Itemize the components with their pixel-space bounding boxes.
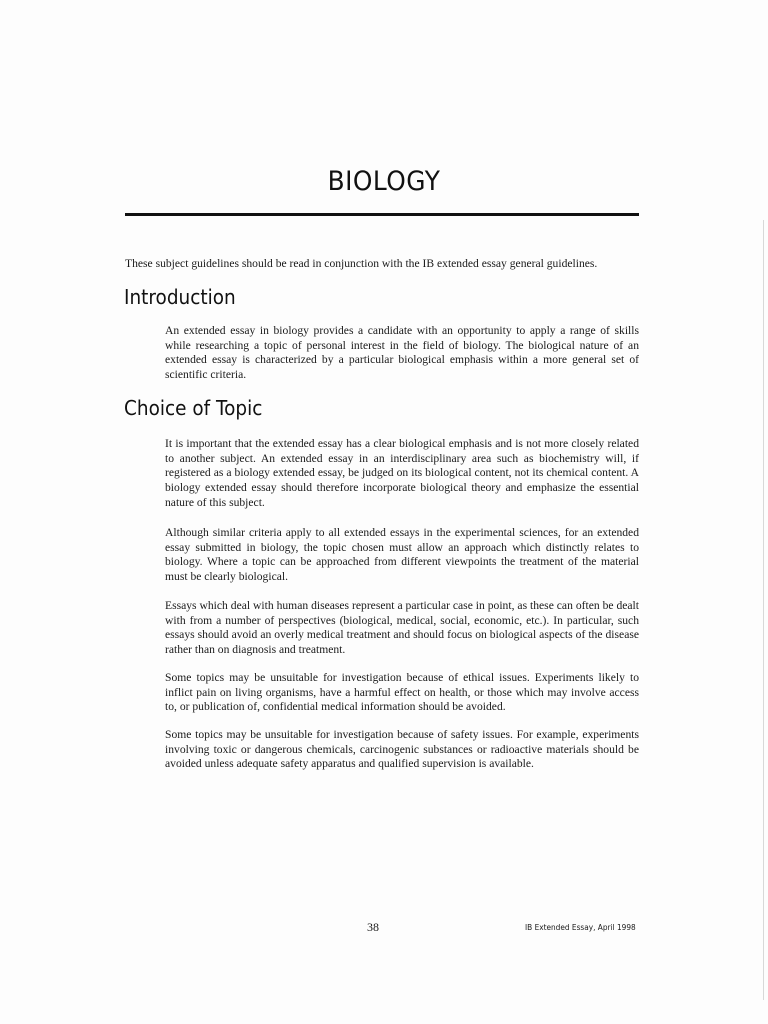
section-heading-introduction: Introduction xyxy=(124,285,236,309)
lead-paragraph: These subject guidelines should be read in conjunction with the IB extended essay general guidelines. xyxy=(125,257,598,270)
page-title: BIOLOGY xyxy=(327,166,441,197)
introduction-paragraph: An extended essay in biology provides a candidate with an opportunity to apply a range of skills while researching a topic of personal interest in the field of biology. The biological nature of an extended essay is characterized by a particular biological emphasis within a more general set of scientific criteria. xyxy=(165,324,639,382)
page-edge-shadow xyxy=(763,220,764,1000)
topic-paragraph-3: Essays which deal with human diseases represent a particular case in point, as these can often be dealt with from a number of perspectives (biological, medical, social, economic, etc.). In particular, such essays should avoid an overly medical treatment and should focus on biological aspects of the disease rather than on diagnosis and treatment. xyxy=(165,599,639,657)
topic-paragraph-1: It is important that the extended essay has a clear biological emphasis and is not more closely related to another subject. An extended essay in an interdisciplinary area such as biochemistry will, if registered as a biology extended essay, be judged on its biological content, not its chemical content. A biology extended essay should therefore incorporate biological theory and emphasize the essential nature of this subject. xyxy=(165,437,639,509)
topic-paragraph-4: Some topics may be unsuitable for investigation because of ethical issues. Experiments likely to inflict pain on living organisms, have a harmful effect on health, or those which may involve access to, or publication of, confidential medical information should be avoided. xyxy=(165,671,639,714)
topic-paragraph-5: Some topics may be unsuitable for investigation because of safety issues. For example, experiments involving toxic or dangerous chemicals, carcinogenic substances or radioactive materials should be avoided unless adequate safety apparatus and qualified supervision is available. xyxy=(165,728,639,771)
topic-paragraph-2: Although similar criteria apply to all extended essays in the experimental sciences, for an extended essay submitted in biology, the topic chosen must allow an approach which distinctly relates to biology. Where a topic can be approached from different viewpoints the treatment of the material must be clearly biological. xyxy=(165,526,639,584)
title-underline xyxy=(125,213,639,216)
page-number: 38 xyxy=(367,920,379,934)
section-heading-choice-of-topic: Choice of Topic xyxy=(124,396,263,420)
footer-source: IB Extended Essay, April 1998 xyxy=(525,922,636,932)
